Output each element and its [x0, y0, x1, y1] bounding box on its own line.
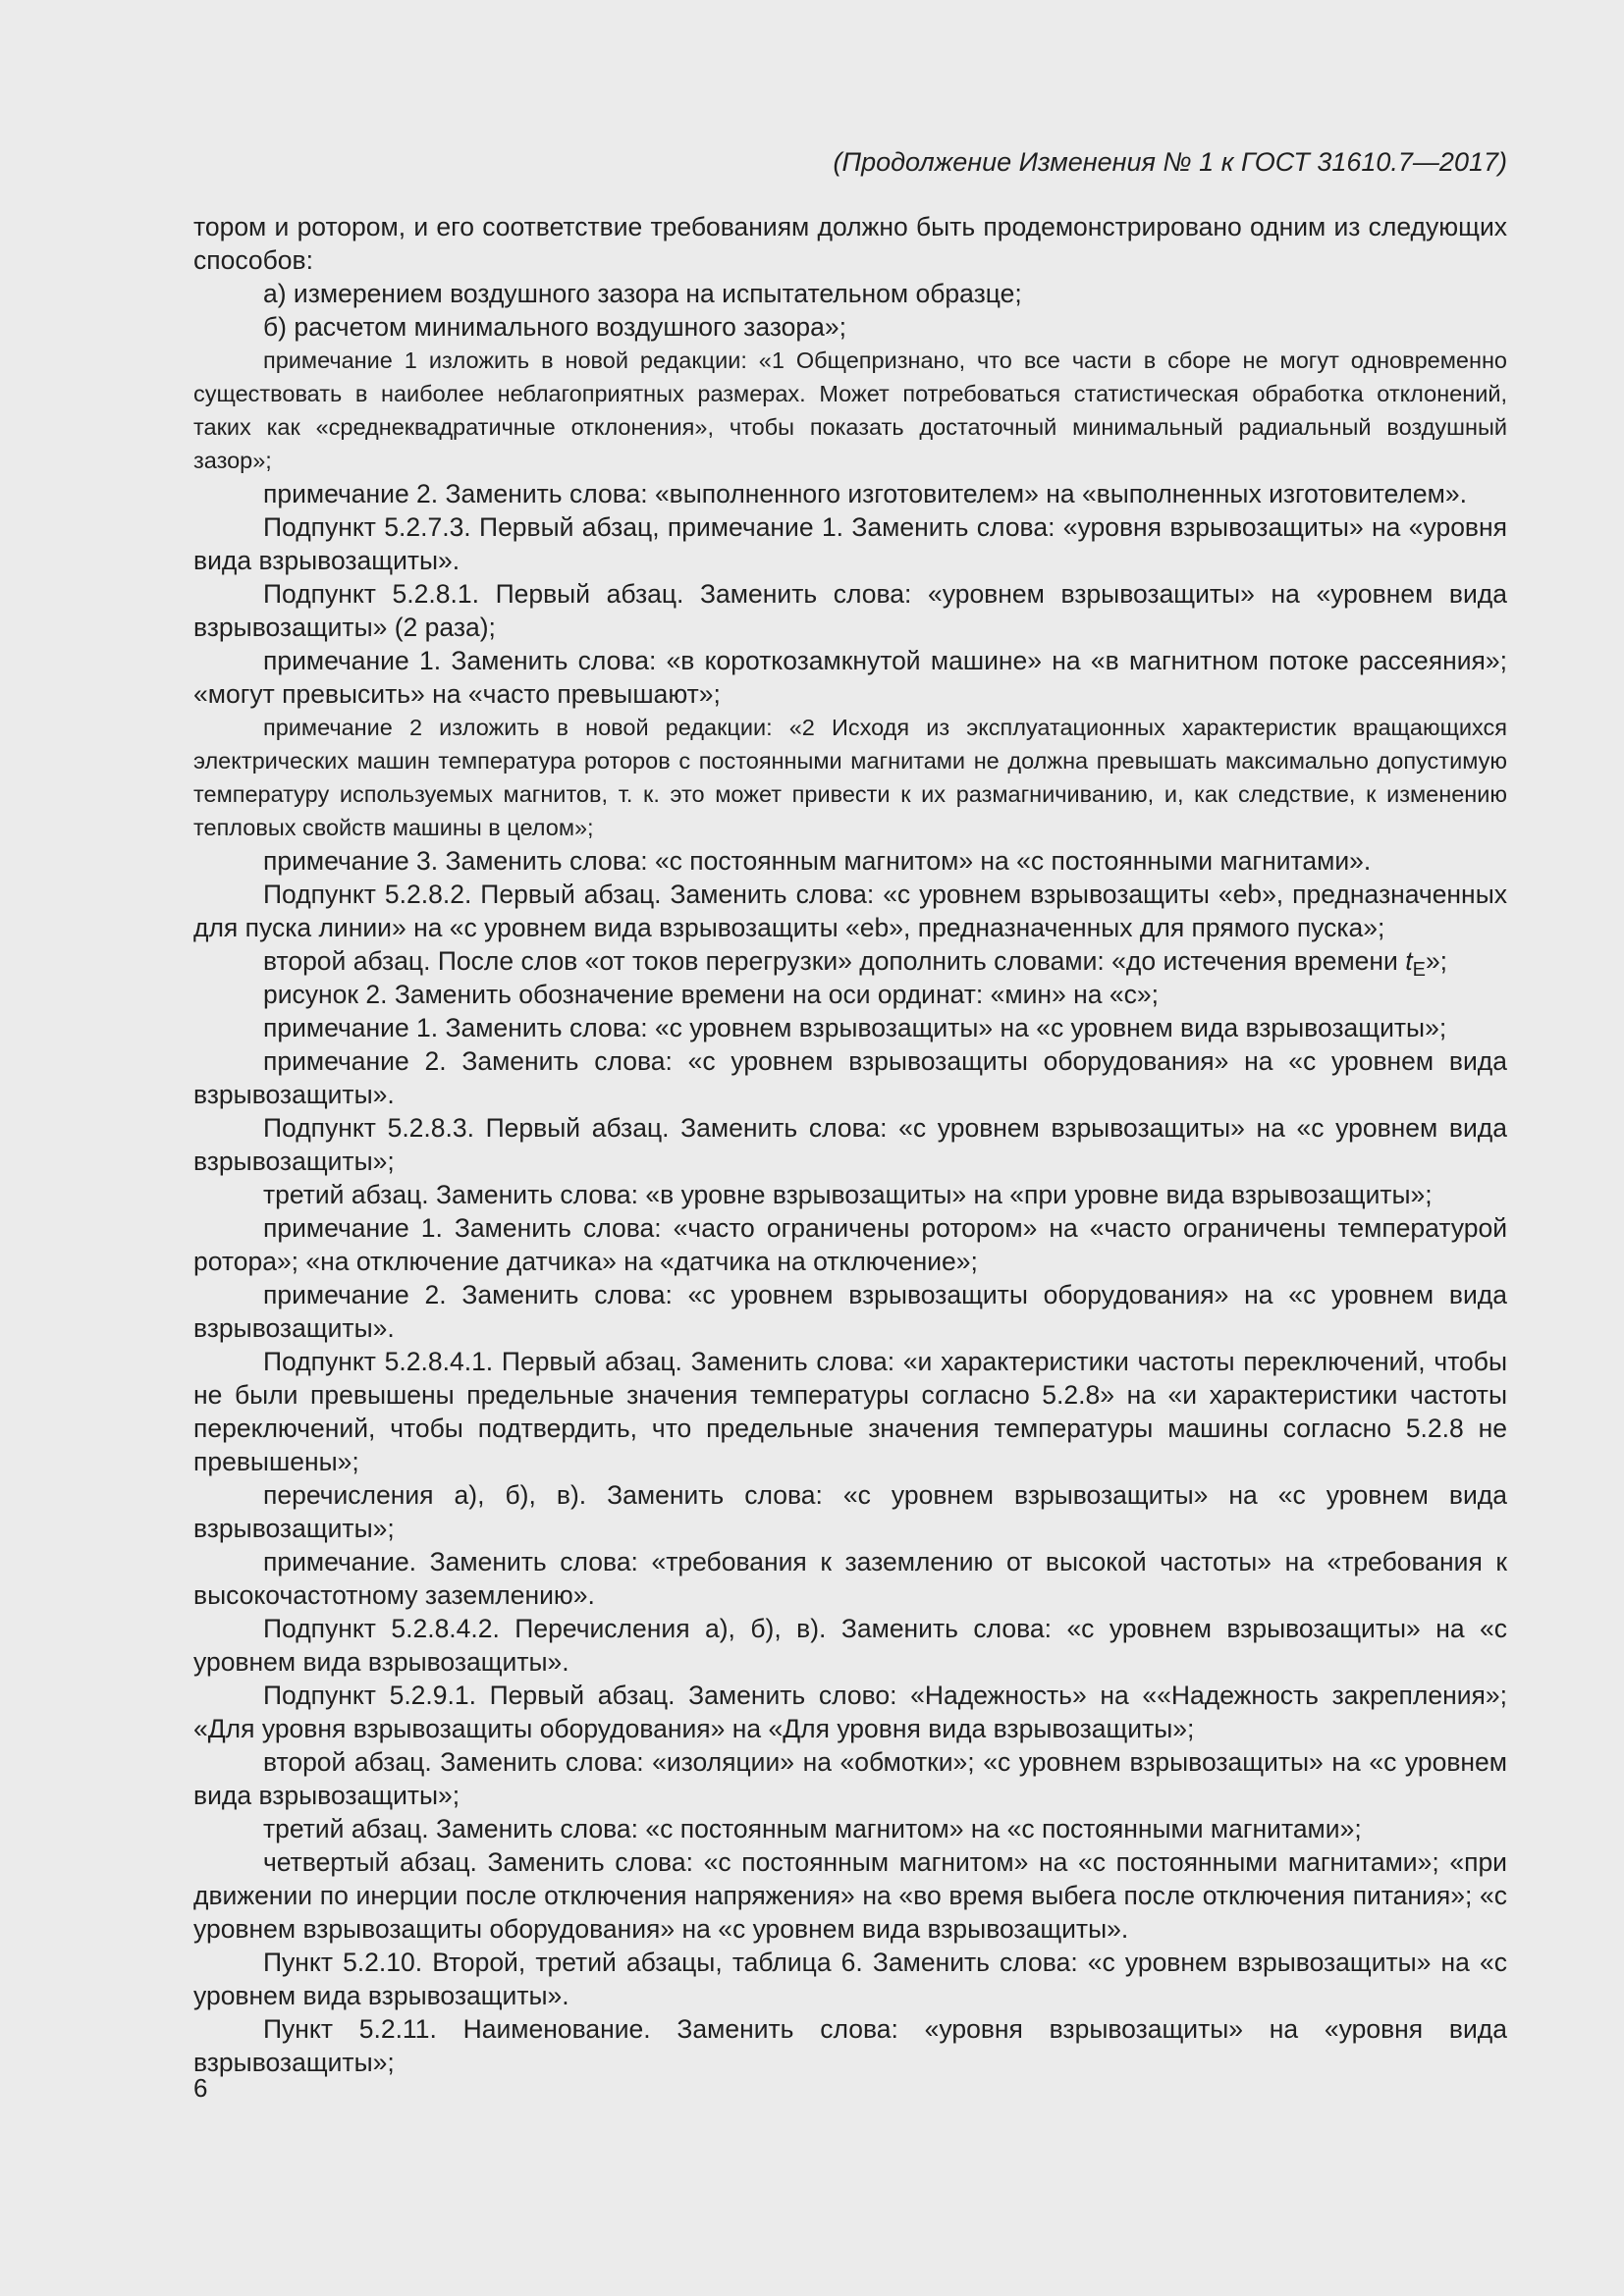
page-number: 6: [193, 2073, 208, 2103]
paragraph: второй абзац. Заменить слова: «изоляции» на «обмотки»; «с уровнем взрывозащиты» на «с уровнем вида взрывозащиты»;: [193, 1747, 1507, 1810]
list-item: б) расчетом минимального воздушного зазора»;: [263, 312, 846, 342]
paragraph: примечание 3. Заменить слова: «с постоянным магнитом» на «с постоянными магнитами».: [263, 846, 1372, 876]
paragraph-text: »;: [1425, 946, 1448, 976]
paragraph: третий абзац. Заменить слова: «с постоянным магнитом» на «с постоянными магнитами»;: [263, 1814, 1362, 1843]
paragraph: Подпункт 5.2.8.2. Первый абзац. Заменить слова: «с уровнем взрывозащиты «eb», предназначенных для пуска линии» на «с уровнем вида взрывозащиты «eb», предназначенных для прямого пуска»;: [193, 880, 1507, 942]
paragraph: примечание 2. Заменить слова: «выполненного изготовителем» на «выполненных изготовителем».: [263, 479, 1467, 508]
paragraph: примечание 2 изложить в новой редакции: «2 Исходя из эксплуатационных характеристик вращающихся электрических машин температура роторов с постоянными магнитами не должна превышать максимально допустимую температуру используемых магнитов, т. к. это может привести к их размагничиванию, и, как следствие, к изменению тепловых свойств машины в целом»;: [193, 715, 1507, 840]
paragraph: Подпункт 5.2.9.1. Первый абзац. Заменить слово: «Надежность» на ««Надежность закрепления»; «Для уровня взрывозащиты оборудования» на «Для уровня вида взрывозащиты»;: [193, 1681, 1507, 1743]
paragraph: [193, 944, 1507, 981]
document-body: [193, 210, 1507, 2079]
paragraph: рисунок 2. Заменить обозначение времени на оси ординат: «мин» на «с»;: [263, 980, 1159, 1009]
paragraph: примечание 2. Заменить слова: «с уровнем взрывозащиты оборудования» на «с уровнем вида взрывозащиты».: [193, 1280, 1507, 1343]
paragraph: четвертый абзац. Заменить слова: «с постоянным магнитом» на «с постоянными магнитами»; «при движении по инерции после отключения напряжения» на «во время выбега после отключения питания»; «с уровнем взрывозащиты оборудования» на «с уровнем вида взрывозащиты».: [193, 1847, 1507, 1944]
paragraph: примечание 1. Заменить слова: «с уровнем взрывозащиты» на «с уровнем вида взрывозащиты»;: [263, 1013, 1447, 1042]
paragraph: Пункт 5.2.10. Второй, третий абзацы, таблица 6. Заменить слова: «с уровнем взрывозащиты» на «с уровнем вида взрывозащиты».: [193, 1948, 1507, 2010]
paragraph: Подпункт 5.2.8.3. Первый абзац. Заменить слова: «с уровнем взрывозащиты» на «с уровнем вида взрывозащиты»;: [193, 1113, 1507, 1176]
list-item: а) измерением воздушного зазора на испытательном образце;: [263, 279, 1022, 308]
paragraph: Подпункт 5.2.8.4.1. Первый абзац. Заменить слова: «и характеристики частоты переключений, чтобы не были превышены предельные значения температуры согласно 5.2.8» на «и характеристики частоты переключений, чтобы подтвердить, что предельные значения температуры машины согласно 5.2.8 не превышены»;: [193, 1347, 1507, 1476]
paragraph: тором и ротором, и его соответствие требованиям должно быть продемонстрировано одним из следующих способов:: [193, 212, 1507, 275]
paragraph: третий абзац. Заменить слова: «в уровне взрывозащиты» на «при уровне вида взрывозащиты»;: [263, 1180, 1433, 1209]
paragraph: Подпункт 5.2.7.3. Первый абзац, примечание 1. Заменить слова: «уровня взрывозащиты» на «уровня вида взрывозащиты».: [193, 512, 1507, 575]
paragraph: перечисления а), б), в). Заменить слова: «с уровнем взрывозащиты» на «с уровнем вида взрывозащиты»;: [193, 1480, 1507, 1543]
paragraph: примечание 2. Заменить слова: «с уровнем взрывозащиты оборудования» на «с уровнем вида взрывозащиты».: [193, 1046, 1507, 1109]
paragraph: примечание. Заменить слова: «требования к заземлению от высокой частоты» на «требования к высокочастотному заземлению».: [193, 1547, 1507, 1610]
time-variable: t: [1405, 946, 1413, 976]
paragraph: Подпункт 5.2.8.1. Первый абзац. Заменить слова: «уровнем взрывозащиты» на «уровнем вида взрывозащиты» (2 раза);: [193, 579, 1507, 642]
paragraph: Пункт 5.2.11. Наименование. Заменить слова: «уровня взрывозащиты» на «уровня вида взрывозащиты»;: [193, 2014, 1507, 2077]
paragraph: примечание 1 изложить в новой редакции: «1 Общепризнано, что все части в сборе не могут одновременно существовать в наиболее неблагоприятных размерах. Может потребоваться статистическая обработка отклонений, таких как «среднеквадратичные отклонения», чтобы показать достаточный минимальный радиальный воздушный зазор»;: [193, 347, 1507, 473]
paragraph: Подпункт 5.2.8.4.2. Перечисления а), б), в). Заменить слова: «с уровнем взрывозащиты» на «с уровнем вида взрывозащиты».: [193, 1614, 1507, 1677]
running-header: (Продолжение Изменения № 1 к ГОСТ 31610.7—2017): [833, 147, 1507, 177]
time-variable-subscript: E: [1412, 959, 1426, 981]
paragraph: примечание 1. Заменить слова: «в короткозамкнутой машине» на «в магнитном потоке рассеяния»; «могут превысить» на «часто превышают»;: [193, 646, 1507, 709]
paragraph: примечание 1. Заменить слова: «часто ограничены ротором» на «часто ограничены температурой ротора»; «на отключение датчика» на «датчика на отключение»;: [193, 1213, 1507, 1276]
paragraph-text: второй абзац. После слов «от токов перегрузки» дополнить словами: «до истечения времени: [263, 946, 1406, 976]
